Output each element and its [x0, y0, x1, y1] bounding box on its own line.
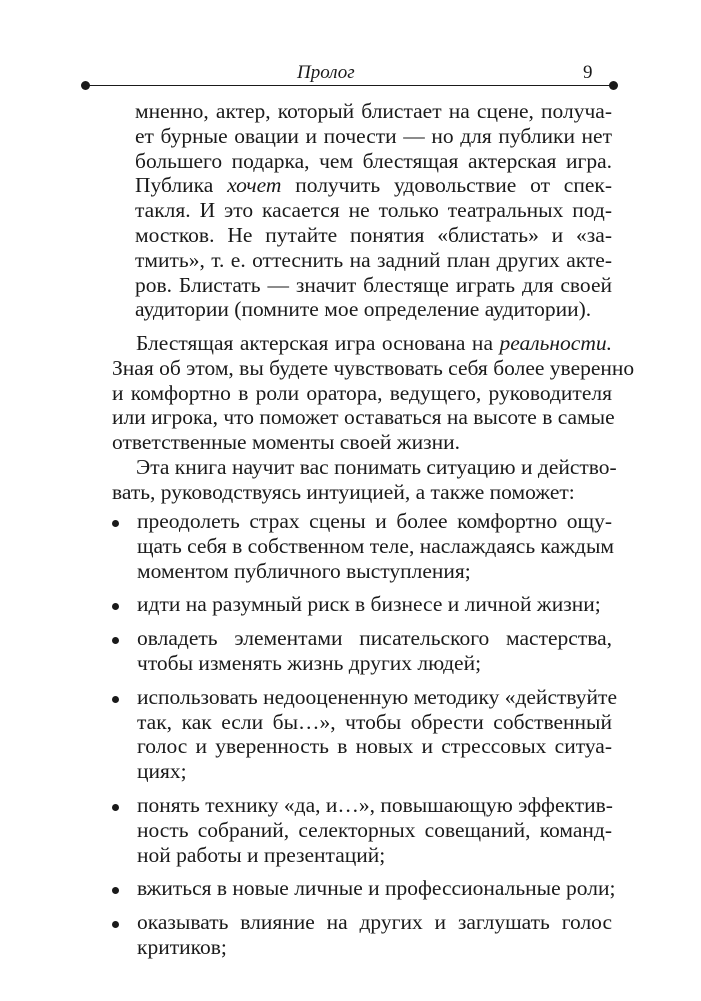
paragraph-2-line: вать, руководствуясь интуицией, а также поможет:	[112, 479, 575, 504]
header-rule-dot-left	[81, 81, 90, 90]
bullet-line: оказывать влияние на других и заглушать голос	[137, 910, 612, 935]
bullet-item	[112, 509, 615, 583]
bullet-dot-icon	[112, 520, 119, 527]
quote-line: ет бурные овации и почести — но для публики нет	[135, 123, 612, 148]
bullet-line: моментом публичного выступления;	[137, 558, 471, 583]
bullet-dot-icon	[112, 637, 119, 644]
bullet-dot-icon	[112, 921, 119, 928]
bullet-line: преодолеть страх сцены и более комфортно ощу-	[137, 509, 612, 533]
running-header	[85, 60, 620, 90]
bullet-line: чтобы изменять жизнь других людей;	[137, 650, 482, 675]
bullet-line: щать себя в собственном теле, наслаждаясь каждым	[137, 533, 615, 558]
header-rule-dot-right	[609, 81, 618, 90]
header-rule	[85, 85, 613, 86]
bullet-list	[112, 509, 617, 969]
quote-line: ров. Блистать — значит блестяще играть для своей	[135, 272, 612, 297]
bullet-line: голос и уверенность в новых и стрессовых ситуа-	[137, 734, 612, 759]
quote-line: мненно, актер, который блистает на сцене, получа-	[135, 99, 612, 123]
bullet-line: идти на разумный риск в бизнесе и личной жизни;	[137, 592, 601, 617]
quote-block	[135, 99, 612, 322]
bullet-line: овладеть элементами писательского мастерства,	[137, 626, 612, 651]
emphasis-reality: реальности.	[499, 331, 612, 355]
quote-line: большего подарка, чем блестящая актерская игра.	[135, 148, 612, 173]
bullet-item	[112, 592, 612, 617]
bullet-dot-icon	[112, 603, 119, 610]
bullet-item	[112, 793, 612, 867]
paragraph-1-line	[112, 331, 612, 356]
bullet-item	[112, 626, 612, 676]
paragraph-1-line: и комфортно в роли оратора, ведущего, руководителя	[112, 380, 612, 405]
bullet-line: вжиться в новые личные и профессиональные роли;	[137, 876, 616, 901]
paragraph-1-line: Зная об этом, вы будете чувствовать себя более уверенно	[112, 355, 635, 380]
bullet-dot-icon	[112, 696, 119, 703]
paragraph-2	[112, 455, 617, 505]
bullet-line: понять технику «да, и…», повышающую эффектив-	[137, 792, 613, 817]
bullet-line: циях;	[137, 759, 187, 784]
bullet-item	[112, 876, 616, 901]
paragraph-1-line: ответственные моменты своей жизни.	[112, 430, 461, 455]
paragraph-1-line: или игрока, что поможет оставаться на высоте в самые	[112, 405, 615, 430]
bullet-line: ной работы и презентаций;	[137, 842, 386, 867]
quote-line: мостков. Не путайте понятия «блистать» и «за-	[135, 222, 612, 247]
bullet-dot-icon	[112, 887, 119, 894]
bullet-item	[112, 684, 617, 784]
paragraph-1-text: Блестящая актерская игра основана на	[136, 331, 500, 355]
paragraph-1	[112, 331, 635, 455]
quote-line: аудитории (помните мое определение аудитории).	[135, 297, 592, 322]
quote-line: такля. И это касается не только театральных под-	[135, 198, 612, 223]
quote-line: Публика хочет получить удовольствие от спек-	[135, 173, 612, 198]
quote-line: тмить», т. е. оттеснить на задний план других акте-	[135, 247, 612, 272]
bullet-line: критиков;	[137, 934, 227, 959]
bullet-item	[112, 910, 612, 960]
page-number: 9	[583, 62, 593, 83]
bullet-dot-icon	[112, 804, 119, 811]
paragraph-2-line: Эта книга научит вас понимать ситуацию и действо-	[136, 455, 617, 479]
bullet-line: ность собраний, селекторных совещаний, команд-	[137, 817, 612, 842]
bullet-line: использовать недооцененную методику «действуйте	[137, 684, 617, 709]
bullet-line: так, как если бы…», чтобы обрести собственный	[137, 709, 612, 734]
header-chapter-title: Пролог	[297, 62, 355, 83]
